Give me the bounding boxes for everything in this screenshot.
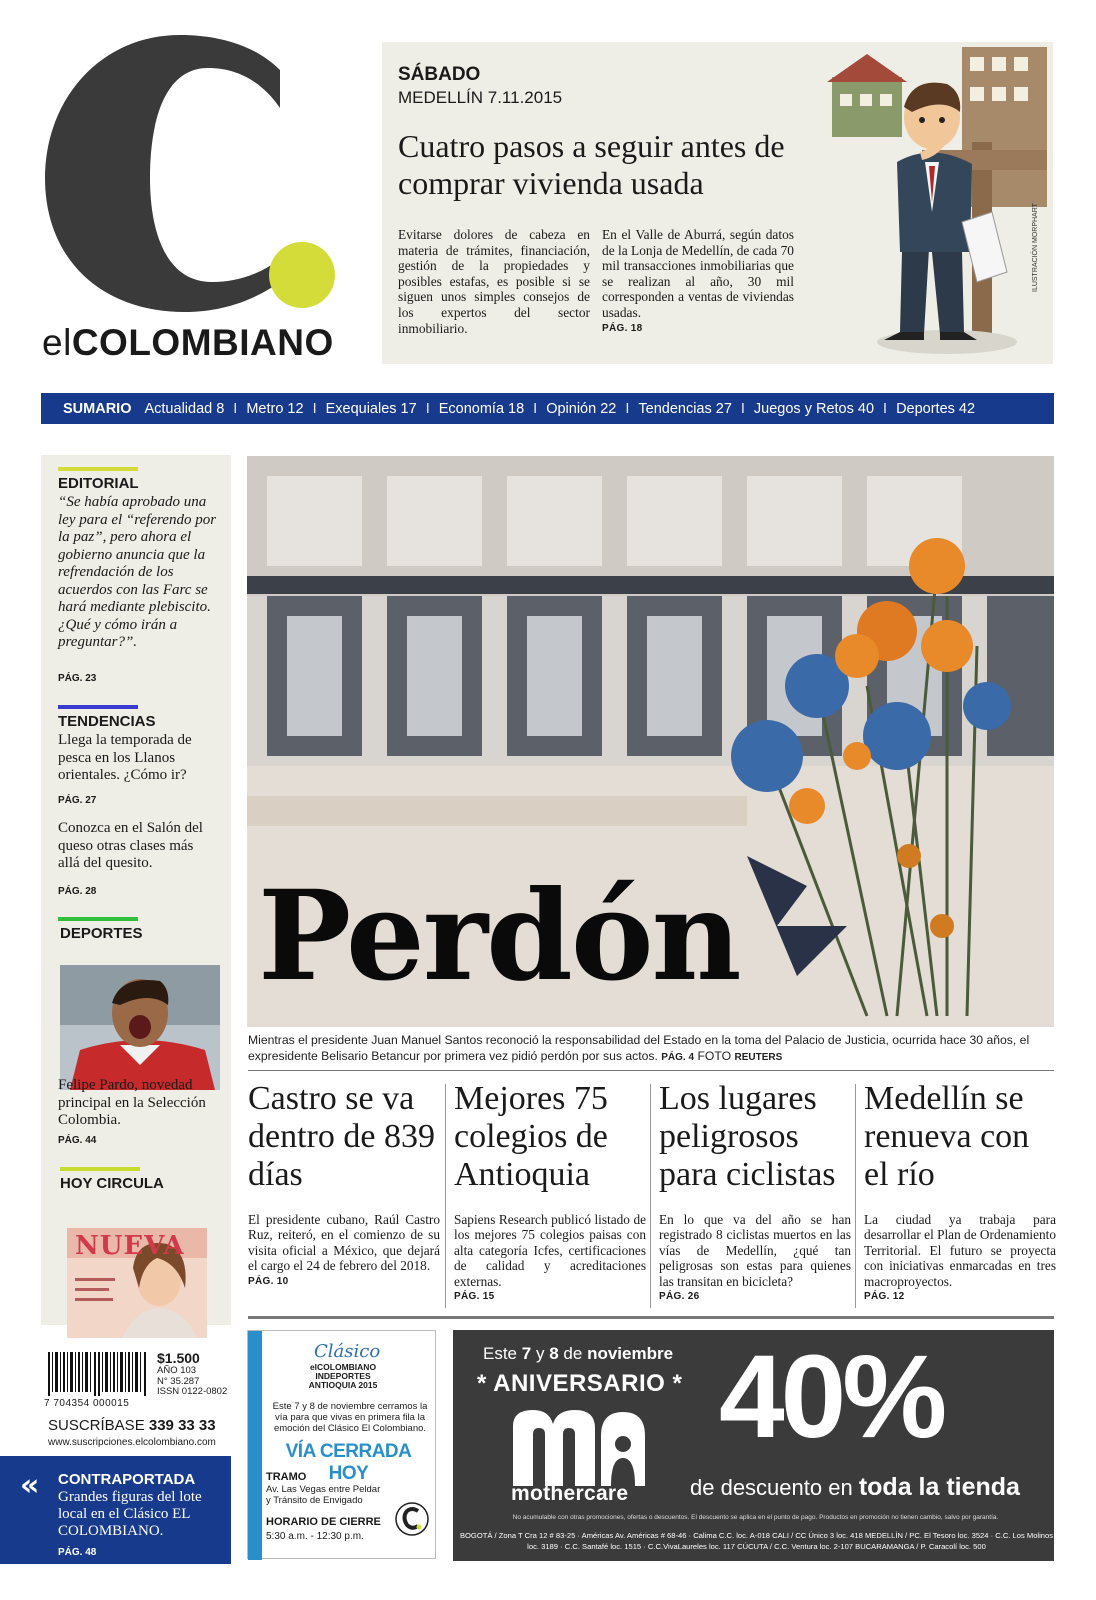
- clasico-ad-tramo: Av. Las Vegas entre Peldar y Tránsito de Envigado: [266, 1484, 381, 1506]
- main-caption: Mientras el presidente Juan Manuel Santos reconoció la responsabilidad del Estado en la toma del Palacio de Justicia, ocurrida hace 30 años, el expresidente Belisario Betancur por primera vez pidió perdón por sus actos. PÁG. 4 FOTO REUTERS: [248, 1033, 1030, 1063]
- elcolombiano-badge-icon: [394, 1501, 430, 1541]
- deportes-rule: [58, 917, 138, 921]
- story-castro[interactable]: [248, 1080, 440, 1287]
- contraportada-page-ref: PÁG. 48: [58, 1547, 97, 1558]
- magazine-title: NUEVA: [75, 1231, 185, 1261]
- mothercare-brand: mothercare: [511, 1482, 629, 1505]
- story-title[interactable]: Castro se va dentro de 839 días: [248, 1080, 435, 1193]
- clasico-ad-subtitle: elCOLOMBIANO INDEPORTES ANTIOQUIA 2015: [308, 1362, 378, 1390]
- sumario-label: SUMARIO: [63, 400, 132, 417]
- masthead-wordmark[interactable]: elCOLOMBIANO: [42, 322, 334, 363]
- masthead-logo-c: [40, 30, 340, 320]
- issn: ISSN 0122-0802: [157, 1386, 228, 1397]
- left-sidebar: [41, 455, 231, 1325]
- sumario-item-metro[interactable]: Metro 12: [246, 400, 304, 417]
- illustration-credit: ILUSTRACIÓN MORPHART: [1032, 203, 1039, 292]
- tendencias-text-1: Llega la temporada de pesca en los Llanos orientales. ¿Cómo ir?: [58, 732, 192, 783]
- story-page-ref: PÁG. 10: [248, 1275, 289, 1287]
- feature-page-ref: PÁG. 18: [602, 322, 643, 334]
- story-ciclistas[interactable]: [659, 1080, 851, 1303]
- story-colegios[interactable]: [454, 1080, 646, 1303]
- edition-day: SÁBADO: [398, 64, 481, 85]
- deportes-page-ref: PÁG. 44: [58, 1135, 97, 1146]
- story-page-ref: PÁG. 12: [864, 1291, 905, 1303]
- barcode: [46, 1352, 150, 1396]
- clasico-ad-via: VÍA CERRADA HOY: [285, 1441, 412, 1484]
- story-title[interactable]: Los lugares peligrosos para ciclistas: [659, 1080, 836, 1193]
- contraportada-box[interactable]: [0, 1456, 231, 1564]
- double-chevron-left-icon: «: [20, 1468, 40, 1503]
- subscribe-line[interactable]: SUSCRÍBASE 339 33 33: [48, 1417, 216, 1434]
- cover-price: $1.500: [157, 1350, 200, 1366]
- barcode-digits: 7 704354 000015: [44, 1398, 130, 1409]
- stories-bottom-rule: [248, 1316, 1054, 1319]
- story-title[interactable]: Mejores 75 colegios de Antioquia: [454, 1080, 608, 1193]
- mothercare-discount: 40%: [719, 1331, 944, 1463]
- column-divider: [445, 1084, 446, 1308]
- tendencias-page-ref-2: PÁG. 28: [58, 886, 97, 897]
- sumario-item-juegos[interactable]: Juegos y Retos 40: [753, 400, 875, 417]
- editorial-heading[interactable]: EDITORIAL: [58, 475, 139, 492]
- mothercare-stores: BOGOTÁ / Zona T Cra 12 # 83-25 · Américas Av. Américas # 68-46 · Calima C.C. loc. A-018 CALI / CC Único 3 loc. 418 MEDELLÍN / PC. El Tesoro loc. 3524 · C.C. Los Molinos loc. 3189 · C.C. Santafé loc. 1515 · C.C.VivaLaureles loc. 117 CÚCUTA / C.C. Ventura loc. 2-107 BUCARAMANGA / P. Caracolí loc. 500: [459, 1531, 1054, 1551]
- feature-text-col1: Evitarse dolores de cabeza en materia de trámites, financiación, gestión de la propiedades y posibles estafas, es posible si se siguen unos simples consejos de los expertos del sector inmobiliario.: [398, 227, 590, 336]
- sumario-item-opinion[interactable]: Opinión 22: [546, 400, 617, 417]
- sumario-item-deportes[interactable]: Deportes 42: [896, 400, 976, 417]
- caption-divider: [248, 1070, 1054, 1071]
- clasico-ad-horario-label: HORARIO DE CIERRE: [266, 1516, 381, 1528]
- edition-number: N° 35.287: [157, 1375, 200, 1387]
- sumario-item-economia[interactable]: Economía 18: [438, 400, 525, 417]
- player-photo: [60, 965, 220, 1090]
- sumario-item-exequiales[interactable]: Exequiales 17: [325, 400, 417, 417]
- feature-headline[interactable]: Cuatro pasos a seguir antes de comprar vivienda usada: [398, 128, 785, 201]
- tendencias-rule: [58, 705, 138, 709]
- clasico-ad-text: Este 7 y 8 de noviembre cerramos la vía para que vivas en primera fila la emoción del Clásico El Colombiano.: [272, 1401, 428, 1434]
- tendencias-page-ref-1: PÁG. 27: [58, 795, 97, 806]
- mothercare-aniversario: * ANIVERSARIO *: [477, 1370, 683, 1397]
- caption-page-ref: PÁG. 4: [661, 1052, 695, 1063]
- story-page-ref: PÁG. 26: [659, 1291, 700, 1303]
- feature-illustration: [812, 42, 1053, 364]
- deportes-heading[interactable]: DEPORTES: [60, 925, 143, 942]
- sumario-item-actualidad[interactable]: Actualidad 8: [144, 400, 225, 417]
- deportes-text: Felipe Pardo, novedad principal en la Selección Colombia.: [58, 1077, 206, 1128]
- story-medellin-rio[interactable]: [864, 1080, 1056, 1303]
- ad-accent-stripe: [248, 1331, 262, 1560]
- subscribe-web[interactable]: www.suscripciones.elcolombiano.com: [48, 1437, 216, 1448]
- clasico-ad[interactable]: [247, 1330, 436, 1559]
- clasico-ad-title: Clásico: [314, 1341, 381, 1362]
- editorial-page-ref: PÁG. 23: [58, 673, 97, 684]
- hoy-circula-rule: [60, 1167, 140, 1171]
- contraportada-text: Grandes figuras del lote local en el Clásico EL COLOMBIANO.: [58, 1489, 202, 1539]
- tendencias-text-2: Conozca en el Salón del queso otras clases más allá del quesito.: [58, 820, 203, 871]
- column-divider: [650, 1084, 651, 1308]
- story-page-ref: PÁG. 15: [454, 1291, 495, 1303]
- column-divider: [855, 1084, 856, 1308]
- edition-place-date: MEDELLÍN 7.11.2015: [398, 88, 563, 107]
- clasico-ad-horario: 5:30 a.m. - 12:30 p.m.: [266, 1531, 364, 1542]
- story-title[interactable]: Medellín se renueva con el río: [864, 1080, 1030, 1193]
- main-headline[interactable]: Perdón: [258, 864, 740, 1009]
- story-text: En lo que va del año se han registrado 8 ciclistas muertos en las vías de Medellín, ¿qué tan peligrosas son estas para quienes las transitan en bicicleta? PÁG. 26: [659, 1212, 851, 1304]
- mothercare-dates: Este 7 y 8 de noviembre: [483, 1344, 674, 1363]
- mothercare-ad[interactable]: [453, 1330, 1054, 1561]
- contraportada-heading: CONTRAPORTADA: [58, 1471, 196, 1488]
- top-feature[interactable]: [382, 42, 1053, 364]
- mothercare-description: de descuento en toda la tienda: [690, 1473, 1020, 1501]
- story-text: La ciudad ya trabaja para desarrollar el Plan de Ordenamiento Territorial. El futuro se proyecta con iniciativas enmarcadas en tres macroproyectos. PÁG. 12: [864, 1212, 1056, 1304]
- price-block: [157, 1350, 227, 1398]
- mothercare-logo-icon: [509, 1406, 649, 1488]
- edition-year: AÑO 103: [157, 1365, 197, 1376]
- editorial-rule: [58, 467, 138, 471]
- story-text: Sapiens Research publicó listado de los mejores 75 colegios paisas con alta categoría Icfes, certificaciones de calidad y acreditaciones externas. PÁG. 15: [454, 1212, 646, 1304]
- tendencias-heading[interactable]: TENDENCIAS: [58, 713, 156, 730]
- sumario-bar: SUMARIO Actualidad 8 I Metro 12 I Exequiales 17 I Economía 18 I Opinión 22 I Tendencias 27 I Juegos y Retos 40 I Deportes 42: [41, 393, 1054, 424]
- story-text: El presidente cubano, Raúl Castro Ruz, reiteró, en el comienzo de su visita oficial a México, que dejará el cargo el 24 de febrero del 2018. PÁG. 10: [248, 1212, 440, 1289]
- editorial-text: “Se había aprobado una ley para el “referendo por la paz”, pero ahora el gobierno anuncia que la refrendación de los acuerdos con las Farc se hará mediante plebiscito. ¿Qué y cómo irán a preguntar?”.: [58, 494, 217, 650]
- hoy-circula-heading[interactable]: HOY CIRCULA: [60, 1175, 164, 1192]
- clasico-ad-tramo-label: TRAMO: [266, 1471, 307, 1483]
- sumario-item-tendencias[interactable]: Tendencias 27: [638, 400, 732, 417]
- feature-text-col2: En el Valle de Aburrá, según datos de la Lonja de Medellín, de cada 70 mil transacciones inmobiliarias que se realizan al año, 30 mil corresponden a ventas de viviendas usadas. PÁG. 18: [602, 227, 794, 336]
- mothercare-legal: No acumulable con otras promociones, ofertas o descuentos. El descuento se aplica en el punto de pago. Productos en promoción no tienen cambio, salvo por garantía.: [512, 1514, 999, 1521]
